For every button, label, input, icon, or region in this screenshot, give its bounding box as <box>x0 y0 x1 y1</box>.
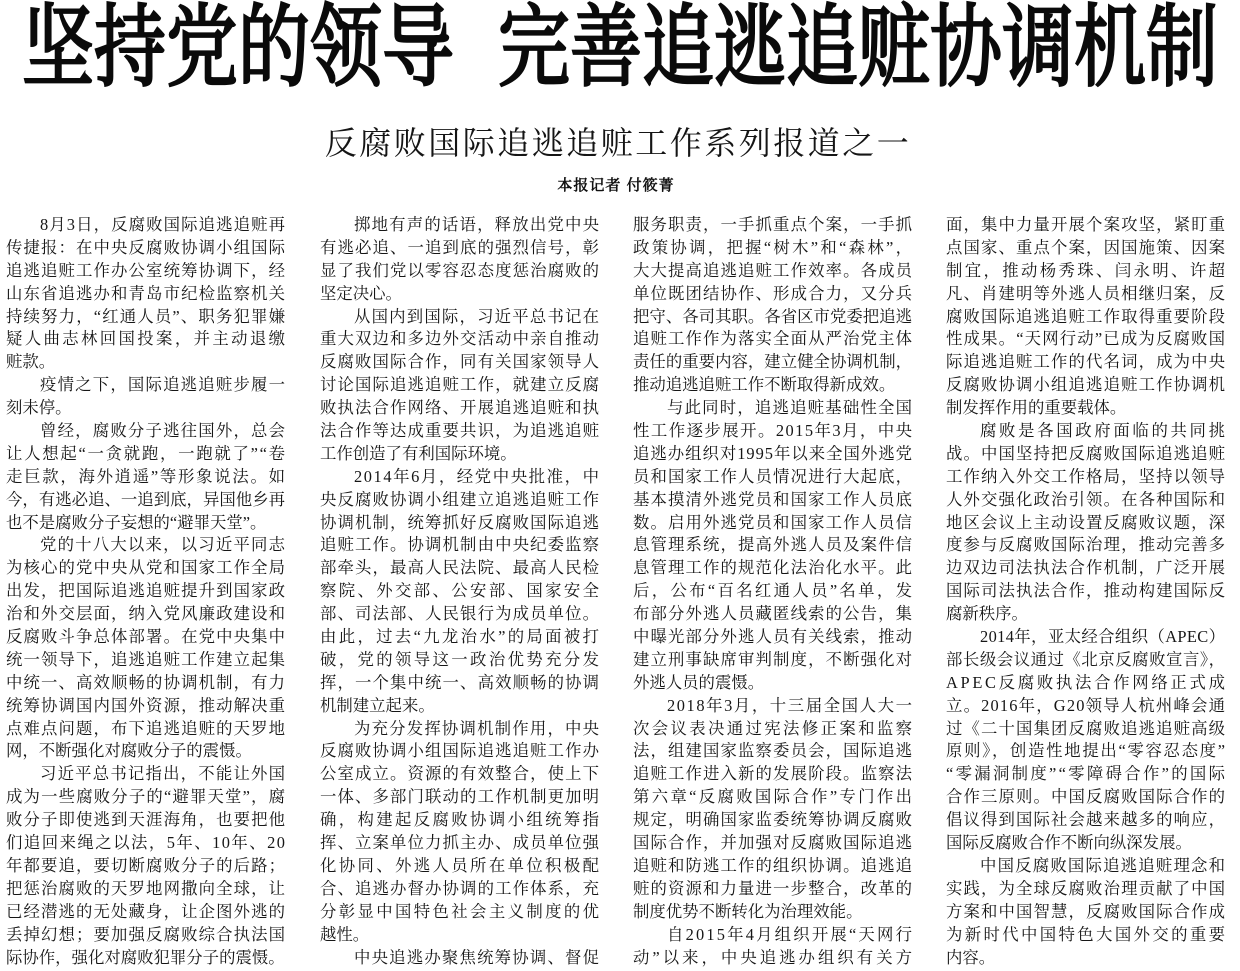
text-line: 走巨款，海外逍遥”等形象说法。如 <box>6 466 287 486</box>
text-line: APEC反腐败执法合作网络正式成 <box>946 672 1228 692</box>
paragraph-continued <box>633 214 915 397</box>
text-line: 大大提高追逃追赃工作效率。各成员 <box>633 260 914 280</box>
text-line: 疫情之下，国际追逃追赃步履一 <box>40 375 287 395</box>
text-line: 曾经，腐败分子逃往国外，总会 <box>40 421 287 441</box>
text-line: 败执法合作网络、开展追逃追赃和执 <box>320 398 601 418</box>
text-line: 有逃必追、一追到底的强烈信号，彰 <box>320 237 601 257</box>
paragraph <box>633 924 916 970</box>
text-line: 腐败是各国政府面临的共同挑 <box>980 421 1228 441</box>
text-line: 部长级会议通过《北京反腐败宣言》， <box>946 649 1226 669</box>
text-line: 人外交强化政治引领。在各种国际和 <box>946 489 1227 509</box>
text-line: 2018年3月，十三届全国人大一 <box>667 695 914 715</box>
text-line: 实践，为全球反腐败治理贡献了中国 <box>946 878 1227 898</box>
text-line: 际追逃追赃工作的代名词，成为中央 <box>946 352 1227 372</box>
text-line: 合作三原则。中国反腐败国际合作的 <box>946 787 1227 807</box>
text-line: 中国反腐败国际追逃追赃理念和 <box>980 855 1227 875</box>
text-line: 息管理工作的规范化法治化水平。此 <box>633 558 914 578</box>
text-line: 山东省追逃办和青岛市纪检监察机关 <box>6 283 287 303</box>
text-line: “零漏洞制度”“零障碍合作”的国际 <box>946 764 1228 784</box>
text-line: 挥，一个集中统一、高效顺畅的协调 <box>320 672 601 692</box>
article-column-3 <box>633 214 916 969</box>
text-line: 追赃和防逃工作的组织协调。追逃追 <box>633 855 914 875</box>
byline: 本报记者 付筱菁 <box>557 177 675 194</box>
text-line: 追赃工作进入新的发展阶段。监察法 <box>633 764 914 784</box>
subheadline: 反腐败国际追逃追赃工作系列报道之一 <box>324 125 912 161</box>
text-line: 后，公布“百名红通人员”名单，发 <box>633 581 915 601</box>
text-line: 次会议表决通过宪法修正案和监察 <box>633 718 915 738</box>
text-line: 习近平总书记指出，不能让外国 <box>40 764 287 784</box>
text-line: 统一领导下，追逃追赃工作建立起集 <box>6 649 287 669</box>
text-line: 疑人曲志林回国投案，并主动退缴 <box>6 329 288 349</box>
text-line: 度参与反腐败国际治理，推动完善多 <box>946 535 1227 555</box>
text-line: 治和外交层面，纳入党风廉政建设和 <box>6 604 287 624</box>
text-line: 边双边司法执法合作机制，广泛开展 <box>946 558 1227 578</box>
text-line: 把守、各司其职。各省区市党委把追逃 <box>633 306 913 326</box>
paragraph <box>6 420 285 534</box>
text-line: 机制建立起来。 <box>320 695 435 715</box>
text-line: 倡议得到国际社会越来越多的响应， <box>946 810 1227 830</box>
text-line: 反腐败国际合作，同有关国家领导人 <box>320 352 601 372</box>
text-line: 追逃追赃工作办公室统筹协调下，经 <box>6 260 287 280</box>
text-line: 政策协调，把握“树木”和“森林”， <box>633 237 915 257</box>
text-line: 们追回来绳之以法，5年、10年、20 <box>6 833 287 853</box>
text-line: 年都要追，要切断腐败分子的后路； <box>6 855 287 875</box>
text-line: 腐新秩序。 <box>946 604 1028 624</box>
paragraph <box>6 763 285 969</box>
text-line: 凡、肖建明等外逃人员相继归案，反 <box>946 283 1227 303</box>
text-line: 国际司法执法合作，推动构建国际反 <box>946 581 1227 601</box>
text-line: 合、追逃办督办协调的工作体系，充 <box>320 878 601 898</box>
text-line: 原则》，创造性地提出“零容忍态度” <box>946 741 1227 761</box>
text-line: 建立刑事缺席审判制度，不断强化对 <box>633 649 914 669</box>
text-line: 出发，把国际追逃追赃提升到国家政 <box>6 581 287 601</box>
text-line: 外逃人员的震慑。 <box>633 672 765 692</box>
paragraph <box>320 466 602 718</box>
text-line: 服务职责，一手抓重点个案，一手抓 <box>633 215 914 234</box>
paragraph <box>633 695 915 924</box>
text-line: 公室成立。资源的有效整合，使上下 <box>320 764 601 784</box>
text-line: 部牵头，最高人民法院、最高人民检 <box>320 558 601 578</box>
text-line: 坚定决心。 <box>320 283 402 303</box>
paragraph <box>946 855 1228 969</box>
text-line: 追赃工作。协调机制由中央纪委监察 <box>320 535 601 555</box>
text-line: 赃的资源和力量进一步整合，改革的 <box>633 878 914 898</box>
paragraph <box>946 626 1228 855</box>
text-line: 与此同时，追逃追赃基础性全国 <box>667 398 914 418</box>
text-line: 法，组建国家监察委员会，国际追逃 <box>633 741 914 761</box>
text-line: 分彰显中国特色社会主义制度的优 <box>320 901 602 921</box>
paragraph <box>6 214 288 374</box>
text-line: 规定，明确国家监委统筹协调反腐败 <box>633 810 914 830</box>
text-line: 为核心的党中央从党和国家工作全局 <box>6 558 287 578</box>
text-line: 制发挥作用的重要载体。 <box>946 398 1127 418</box>
text-line: 过《二十国集团反腐败追逃追赃高级 <box>946 718 1227 738</box>
text-line: 今，有逃必追、一追到底，异国他乡再 <box>6 489 286 509</box>
text-line: 挥、立案单位力抓主办、成员单位强 <box>320 833 601 853</box>
text-line: 确，构建起反腐败协调小组统筹指 <box>320 810 602 830</box>
text-line: 越性。 <box>320 924 370 944</box>
text-line: 中曝光部分外逃人员有关线索，推动 <box>633 627 914 647</box>
paragraph <box>320 214 599 306</box>
text-line: 破，党的领导这一政治优势充分发 <box>320 649 602 669</box>
text-line: 立。2016年，G20领导人杭州峰会通 <box>946 695 1227 715</box>
headline: 坚持党的领导 完善追逃追赃协调机制 <box>21 0 1218 98</box>
text-line: 把惩治腐败的天罗地网撒向全球，让 <box>6 878 287 898</box>
text-line: 败分子即使逃到天涯海角，也要把他 <box>6 810 287 830</box>
text-line: 息管理系统，提高外逃人员及案件信 <box>633 535 914 555</box>
text-line: 反腐败协调小组追逃追赃工作协调机 <box>946 375 1227 395</box>
text-line: 化协同、外逃人员所在单位积极配 <box>320 855 602 875</box>
text-line: 推动追逃追赃工作不断取得新成效。 <box>633 375 896 395</box>
text-line: 统筹协调国内国外资源，推动解决重 <box>6 695 287 715</box>
text-line: 追赃工作作为落实全面从严治党主体 <box>633 329 914 349</box>
paragraph-continued <box>946 214 1228 420</box>
text-line: 成为一些腐败分子的“避罪天堂”，腐 <box>6 787 287 807</box>
text-line: 责任的重要内容，建立健全协调机制， <box>633 352 913 372</box>
text-line: 国际合作，并加强对反腐败国际追逃 <box>633 833 914 853</box>
text-line: 地区会议上主动设置反腐败议题，深 <box>946 512 1227 532</box>
text-line: 网，不断强化对腐败分子的震慑。 <box>6 741 252 761</box>
text-line: 反腐败协调小组国际追逃追赃工作办 <box>320 741 601 761</box>
text-line: 点难点问题，布下追逃追赃的天罗地 <box>6 718 287 738</box>
text-line: 国际反腐败合作不断向纵深发展。 <box>946 833 1192 853</box>
article-column-2 <box>320 214 602 969</box>
text-line: 第六章“反腐败国际合作”专门作出 <box>633 787 915 807</box>
text-line: 赃款。 <box>6 352 56 372</box>
text-line: 2014年6月，经党中央批准，中 <box>354 466 601 486</box>
text-line: 一体、多部门联动的工作机制更加明 <box>320 787 601 807</box>
paragraph <box>320 718 602 947</box>
text-line: 内容。 <box>946 947 996 967</box>
paragraph <box>6 534 285 763</box>
text-line: 法合作等达成重要共识，为追逃追赃 <box>320 421 601 441</box>
text-line: 工作创造了有利国际环境。 <box>320 443 517 463</box>
text-line: 制宜，推动杨秀珠、闫永明、许超 <box>946 260 1228 280</box>
text-line: 动”以来，中央追逃办组织有关方 <box>633 947 916 967</box>
text-line: 腐败国际追逃追赃工作取得重要阶段 <box>946 306 1227 326</box>
paragraph <box>633 397 915 695</box>
text-line: 布部分外逃人员藏匿线索的公告，集 <box>633 604 914 624</box>
text-line: 2014年，亚太经合组织（APEC） <box>980 627 1226 647</box>
text-line: 方案和中国智慧，反腐败国际合作成 <box>946 901 1227 921</box>
text-line: 追逃办组织对1995年以来全国外逃党 <box>633 443 913 463</box>
text-line: 8月3日，反腐败国际追逃追赃再 <box>40 215 287 234</box>
text-line: 已经潜逃的无处藏身，让企图外逃的 <box>6 901 287 921</box>
text-line: 党的十八大以来，以习近平同志 <box>40 535 287 555</box>
paragraph <box>946 420 1228 626</box>
text-line: 为充分发挥协调机制作用，中央 <box>354 718 601 738</box>
text-line: 制度优势不断转化为治理效能。 <box>633 901 863 921</box>
text-line: 从国内到国际，习近平总书记在 <box>354 306 601 326</box>
article-column-1 <box>6 214 288 969</box>
text-line: 战。中国坚持把反腐败国际追逃追赃 <box>946 443 1227 463</box>
text-line: 数。启用外逃党员和国家工作人员信 <box>633 512 914 532</box>
text-line: 点国家、重点个案，因国施策、因案 <box>946 237 1227 257</box>
text-line: 重大双边和多边外交活动中亲自推动 <box>320 329 601 349</box>
text-line: 反腐败斗争总体部署。在党中央集中 <box>6 627 287 647</box>
text-line: 丢掉幻想；要加强反腐败综合执法国 <box>6 924 287 944</box>
text-line: 持续努力，“红通人员”、职务犯罪嫌 <box>6 306 287 326</box>
text-line: 性工作逐步展开。2015年3月，中央 <box>633 421 914 441</box>
text-line: 中统一、高效顺畅的协调机制，有力 <box>6 672 287 692</box>
article-column-4 <box>946 214 1228 969</box>
text-line: 面，集中力量开展个案攻坚，紧盯重 <box>946 215 1227 234</box>
text-line: 基本摸清外逃党员和国家工作人员底 <box>633 489 914 509</box>
text-line: 也不是腐败分子妄想的“避罪天堂”。 <box>6 512 267 532</box>
text-line: 察院、外交部、公安部、国家安全 <box>320 581 602 601</box>
text-line: 央反腐败协调小组建立追逃追赃工作 <box>320 489 601 509</box>
text-line: 为新时代中国特色大国外交的重要 <box>946 924 1228 944</box>
text-line: 工作纳入外交工作格局，坚持以领导 <box>946 466 1227 486</box>
text-line: 由此，过去“九龙治水”的局面被打 <box>320 627 602 647</box>
text-line: 性成果。“天网行动”已成为反腐败国 <box>946 329 1227 349</box>
text-line: 讨论国际追逃追赃工作，就建立反腐 <box>320 375 601 395</box>
paragraph <box>320 306 599 466</box>
paragraph <box>320 947 599 970</box>
text-line: 显了我们党以零容忍态度惩治腐败的 <box>320 260 601 280</box>
text-line: 中央追逃办聚焦统筹协调、督促 <box>354 947 601 967</box>
text-line: 刻未停。 <box>6 398 72 418</box>
paragraph <box>6 374 285 420</box>
text-line: 单位既团结协作、形成合力，又分兵 <box>633 283 914 303</box>
text-line: 协调机制，统筹抓好反腐败国际追逃 <box>320 512 601 532</box>
text-line: 让人想起“一贪就跑，一跑就了”“卷 <box>6 443 287 463</box>
text-line: 部、司法部、人民银行为成员单位。 <box>320 604 601 624</box>
text-line: 际协作，强化对腐败犯罪分子的震慑。 <box>6 947 285 967</box>
text-line: 掷地有声的话语，释放出党中央 <box>354 215 601 234</box>
text-line: 员和国家工作人员情况进行大起底， <box>633 466 914 486</box>
text-line: 传捷报：在中央反腐败协调小组国际 <box>6 237 287 257</box>
text-line: 自2015年4月组织开展“天网行 <box>667 924 915 944</box>
